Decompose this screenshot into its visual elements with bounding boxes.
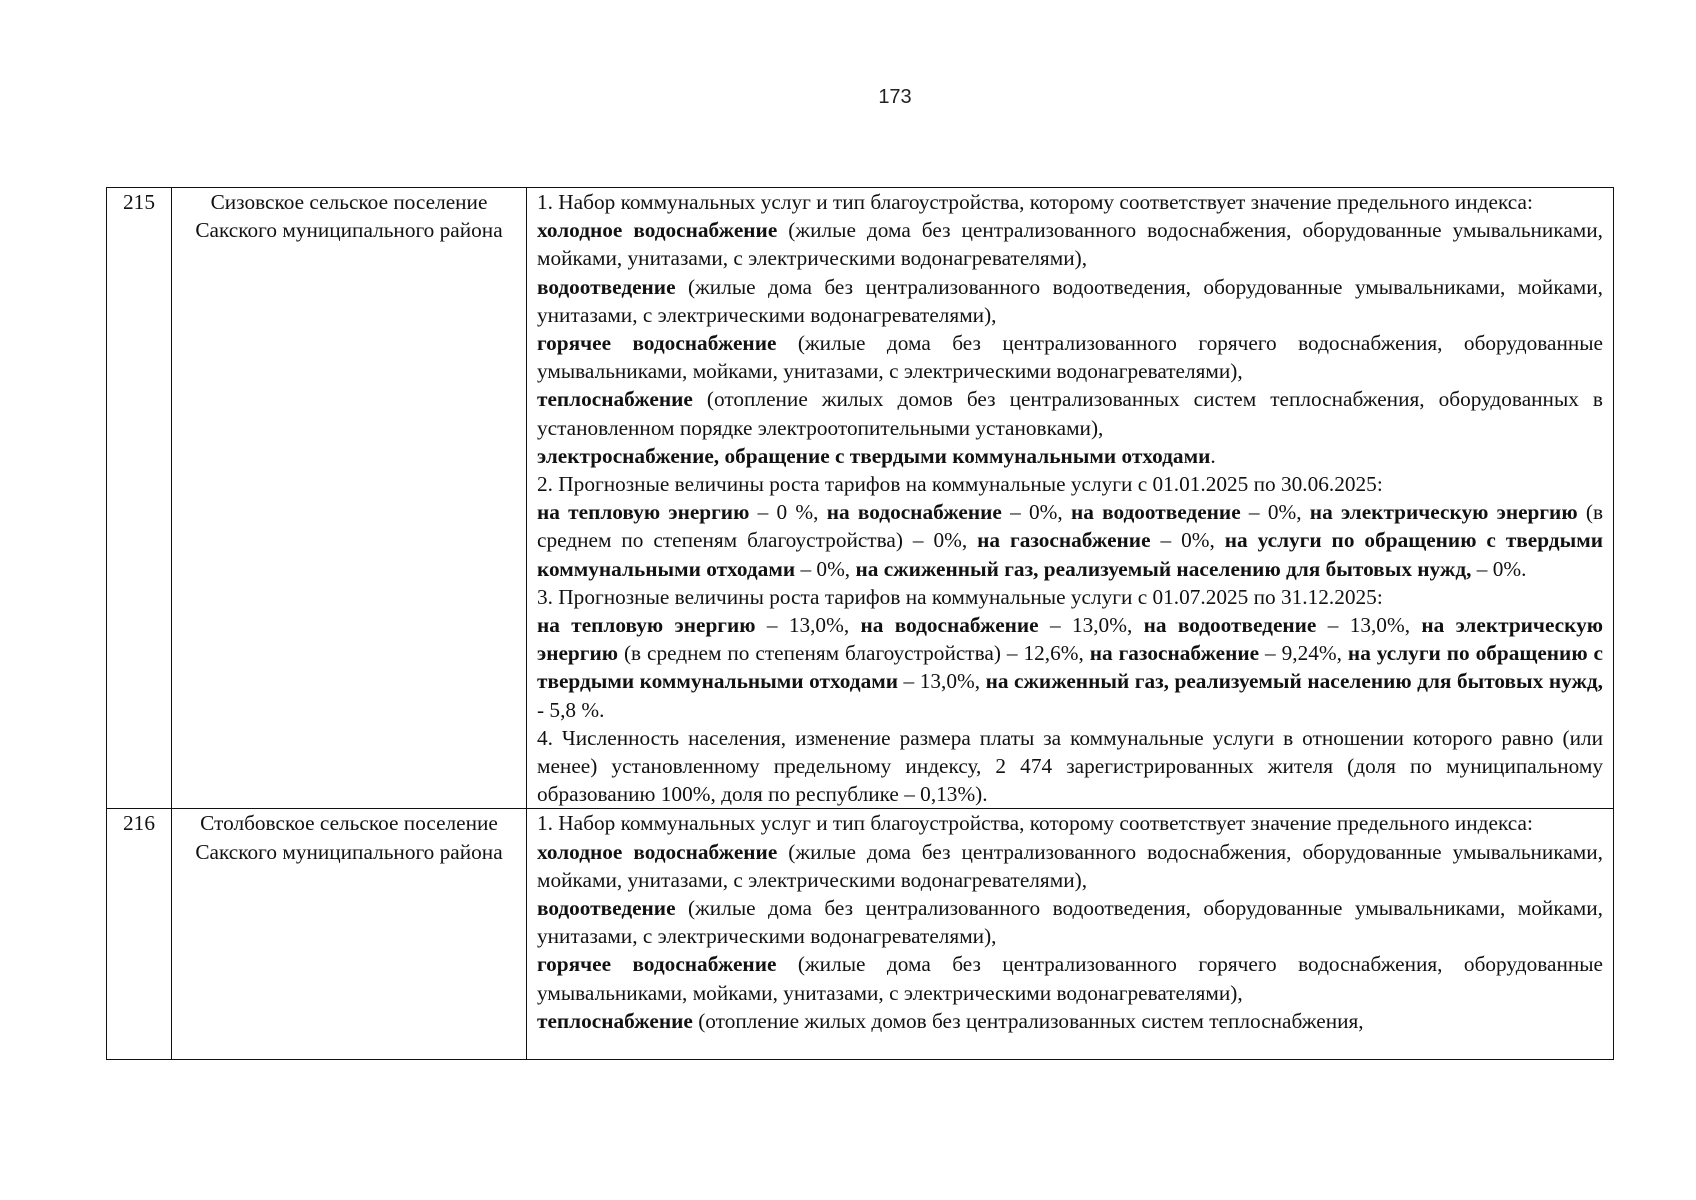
municipality-name: Столбовское сельское поселение Сакского муниципального района [172, 809, 527, 1060]
page-number: 173 [878, 86, 912, 108]
text-run: (в среднем по степеням благоустройства) – 0%, [537, 500, 1604, 553]
paragraph [537, 442, 1603, 470]
text-run: – 0%, [1001, 500, 1071, 525]
text-run: (жилые дома без централизованного горячего водоснабжения, оборудованные умывальниками, мойками, унитазами, с электрическими водонагревателями), [537, 952, 1604, 1005]
text-run: 3. Прогнозные величины роста тарифов на коммунальные услуги с 01.07.2025 по 31.12.2025: [537, 584, 1383, 609]
text-run: 4. Численность населения, изменение размера платы за коммунальные услуги в отношении которого равно (или менее) установленному предельному индексу, 2 474 зарегистрированных жителя (доля по муниципальному образованию 100%, доля по республике – 0,13%). [537, 725, 1603, 807]
paragraph [537, 273, 1603, 329]
paragraph [537, 329, 1603, 385]
bold-text-run: на сжиженный газ, реализуемый населению для бытовых нужд, [855, 556, 1472, 581]
bold-text-run: на газоснабжение [977, 528, 1151, 553]
bold-text-run: на газоснабжение [1089, 641, 1260, 666]
table-row [107, 809, 1614, 1060]
bold-text-run: на услуги по обращению с твердыми коммунальными отходами [537, 528, 1603, 581]
text-run: (жилые дома без централизованного водоснабжения, оборудованные умывальниками, мойками, унитазами, с электрическими водонагревателями), [537, 218, 1603, 271]
text-run: – 13,0%, [755, 613, 861, 638]
row-number: 215 [107, 188, 172, 809]
text-run: 1. Набор коммунальных услуг и тип благоустройства, которому соответствует значение предельного индекса: [537, 811, 1533, 836]
paragraph [537, 838, 1603, 894]
paragraph [537, 216, 1603, 272]
paragraph [537, 583, 1603, 611]
bold-text-run: на сжиженный газ, реализуемый населению для бытовых нужд, [985, 669, 1603, 694]
text-run: (жилые дома без централизованного водоотведения, оборудованные умывальниками, мойками, унитазами, с электрическими водонагревателями), [537, 896, 1603, 949]
bold-text-run: теплоснабжение [537, 387, 693, 412]
text-run: – 0%, [1150, 528, 1225, 553]
paragraph [537, 894, 1603, 950]
text-run: (отопление жилых домов без централизованных систем теплоснабжения, оборудованных в установленном порядке электроотопительными установками), [537, 387, 1603, 440]
text-run: – 13,0%, [1038, 613, 1144, 638]
text-run: – 13,0%, [898, 669, 986, 694]
text-run: (жилые дома без централизованного горячего водоснабжения, оборудованные умывальниками, мойками, унитазами, с электрическими водонагревателями), [537, 331, 1604, 384]
text-run: – 0 %, [749, 500, 827, 525]
text-run: - 5,8 %. [537, 697, 605, 722]
bold-text-run: электроснабжение, обращение с твердыми коммунальными отходами [537, 443, 1211, 468]
bold-text-run: на водоотведение [1143, 613, 1317, 638]
bold-text-run: на тепловую энергию [537, 613, 756, 638]
bold-text-run: на электрическую энергию [1309, 500, 1578, 525]
text-run: . [1210, 443, 1216, 468]
paragraph [537, 1007, 1603, 1035]
bold-text-run: водоотведение [537, 896, 676, 921]
bold-text-run: горячее водоснабжение [537, 952, 777, 977]
text-run: 2. Прогнозные величины роста тарифов на коммунальные услуги с 01.01.2025 по 30.06.2025: [537, 472, 1383, 497]
text-run: (жилые дома без централизованного водоотведения, оборудованные умывальниками, мойками, унитазами, с электрическими водонагревателями), [537, 274, 1603, 327]
bold-text-run: холодное водоснабжение [537, 218, 778, 243]
row-number: 216 [107, 809, 172, 1060]
paragraph [537, 724, 1603, 809]
paragraph [537, 611, 1603, 724]
bold-text-run: на услуги по обращению с твердыми коммунальными отходами [537, 641, 1603, 694]
table-row [107, 188, 1614, 809]
text-run: (отопление жилых домов без централизованных систем теплоснабжения, [692, 1008, 1364, 1033]
paragraph [537, 950, 1603, 1006]
paragraph [537, 498, 1603, 583]
paragraph [537, 470, 1603, 498]
text-run: – 13,0%, [1316, 613, 1422, 638]
row-description [527, 809, 1614, 1060]
municipality-name: Сизовское сельское поселение Сакского муниципального района [172, 188, 527, 809]
paragraph [537, 188, 1603, 216]
bold-text-run: водоотведение [537, 274, 676, 299]
text-run: 1. Набор коммунальных услуг и тип благоустройства, которому соответствует значение предельного индекса: [537, 190, 1533, 214]
bold-text-run: на тепловую энергию [537, 500, 750, 525]
bold-text-run: горячее водоснабжение [537, 331, 777, 356]
bold-text-run: теплоснабжение [537, 1008, 693, 1033]
text-run: (в среднем по степеням благоустройства) – 12,6%, [618, 641, 1090, 666]
bold-text-run: на электрическую энергию [537, 613, 1603, 666]
bold-text-run: на водоснабжение [826, 500, 1002, 525]
bold-text-run: холодное водоснабжение [537, 839, 778, 864]
text-run: – 0%. [1471, 556, 1527, 581]
text-run: – 9,24%, [1259, 641, 1348, 666]
text-run: – 0%, [1240, 500, 1310, 525]
tariff-table [106, 187, 1614, 1060]
text-run: (жилые дома без централизованного водоснабжения, оборудованные умывальниками, мойками, унитазами, с электрическими водонагревателями), [537, 839, 1603, 892]
paragraph [537, 385, 1603, 441]
bold-text-run: на водоснабжение [860, 613, 1039, 638]
text-run: – 0%, [795, 556, 856, 581]
bold-text-run: на водоотведение [1070, 500, 1241, 525]
row-description [527, 188, 1614, 809]
paragraph [537, 809, 1603, 837]
